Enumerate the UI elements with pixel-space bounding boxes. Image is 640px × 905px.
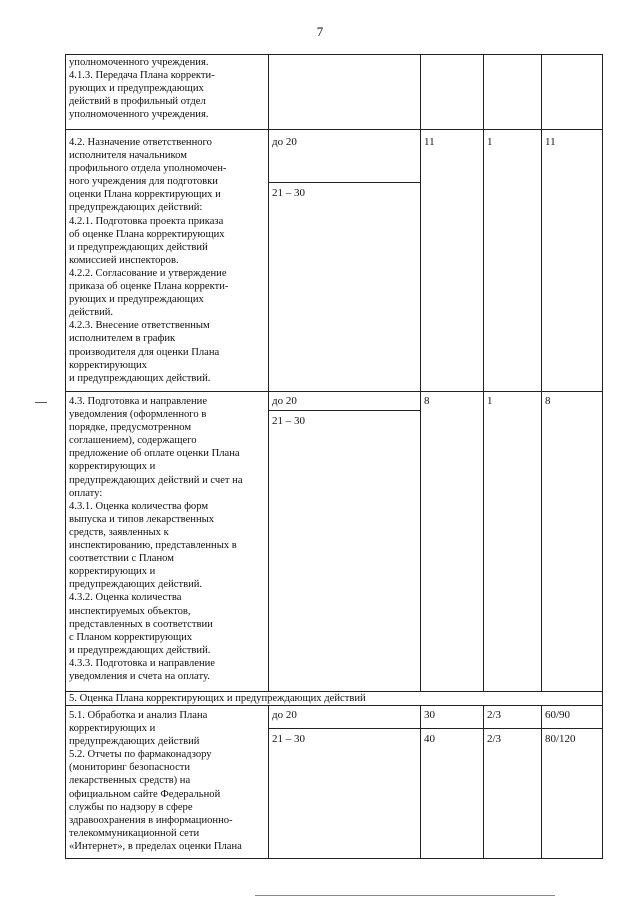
row-4-value-3a: 60/90: [545, 709, 571, 721]
regulation-table: [65, 54, 603, 859]
row-4-value-2a: 2/3: [487, 709, 502, 721]
bottom-rule: [255, 895, 555, 896]
row-1-value-3: 11: [545, 136, 556, 148]
row-4-value-3b: 80/120: [545, 733, 576, 745]
row-2-value-1: 8: [424, 395, 430, 407]
row-4-range-2: 21 – 30: [272, 733, 305, 745]
row-2-range-2: 21 – 30: [272, 415, 305, 427]
row-2-range-1: до 20: [272, 395, 297, 407]
row-1-value-1: 11: [424, 136, 435, 148]
margin-mark: [35, 402, 47, 403]
row-4-value-1a: 30: [424, 709, 435, 721]
section-heading: 5. Оценка Плана корректирующих и предупреждающих действий: [69, 693, 366, 704]
row-1-value-2: 1: [487, 136, 493, 148]
row-4-range-1: до 20: [272, 709, 297, 721]
page-number: 7: [316, 24, 324, 39]
row-2-value-2: 1: [487, 395, 493, 407]
row-1-range-2: 21 – 30: [272, 187, 305, 199]
row-2-value-3: 8: [545, 395, 551, 407]
row-1-range-1: до 20: [272, 136, 297, 148]
row-4-value-1b: 40: [424, 733, 435, 745]
row-2-description: 4.3. Подготовка и направление уведомления (оформленного в порядке, предусмотренном соглашением), содержащего предложение об оплате оценки Плана корректирующих и предупреждающих действий и счет на оплату: 4.3.1. Оценка количества форм выпуска и типов лекарственных средств, заявленных к инспектированию, представленных в соответствии с Планом корректирующих и предупреждающих действий. 4.3.2. Оценка количества инспектируемых объектов, представленных в соответствии с Планом корректирующих и предупреждающих действий. 4.3.3. Подготовка и направление уведомления и счета на оплату.: [69, 396, 243, 682]
row-1-description: 4.2. Назначение ответственного исполнителя начальником профильного отдела уполномочен- ного учреждения для подготовки оценки Плана корректирующих и предупреждающих действий: 4.2.1. Подготовка проекта приказа об оценке Плана корректирующих и предупреждающих действий комиссией инспекторов. 4.2.2. Согласование и утверждение приказа об оценке Плана корректи- рующих и предупреждающих действий. 4.2.3. Внесение ответственным исполнителем в график производителя для оценки Плана корректирующих и предупреждающих действий.: [69, 137, 229, 384]
row-0-description: уполномоченного учреждения. 4.1.3. Передача Плана корректи- рующих и предупреждающих действий в профильный отдел уполномоченного учреждения.: [69, 57, 215, 121]
row-4-value-2b: 2/3: [487, 733, 502, 745]
row-4-description: 5.1. Обработка и анализ Плана корректирующих и предупреждающих действий 5.2. Отчеты по фармаконадзору (мониторинг безопасности лекарственных средств) на официальном сайте Федеральной службы по надзору в сфере здравоохранения в информационно- телекоммуникационной сети «Интернет», в пределах оценки Плана: [69, 710, 242, 852]
